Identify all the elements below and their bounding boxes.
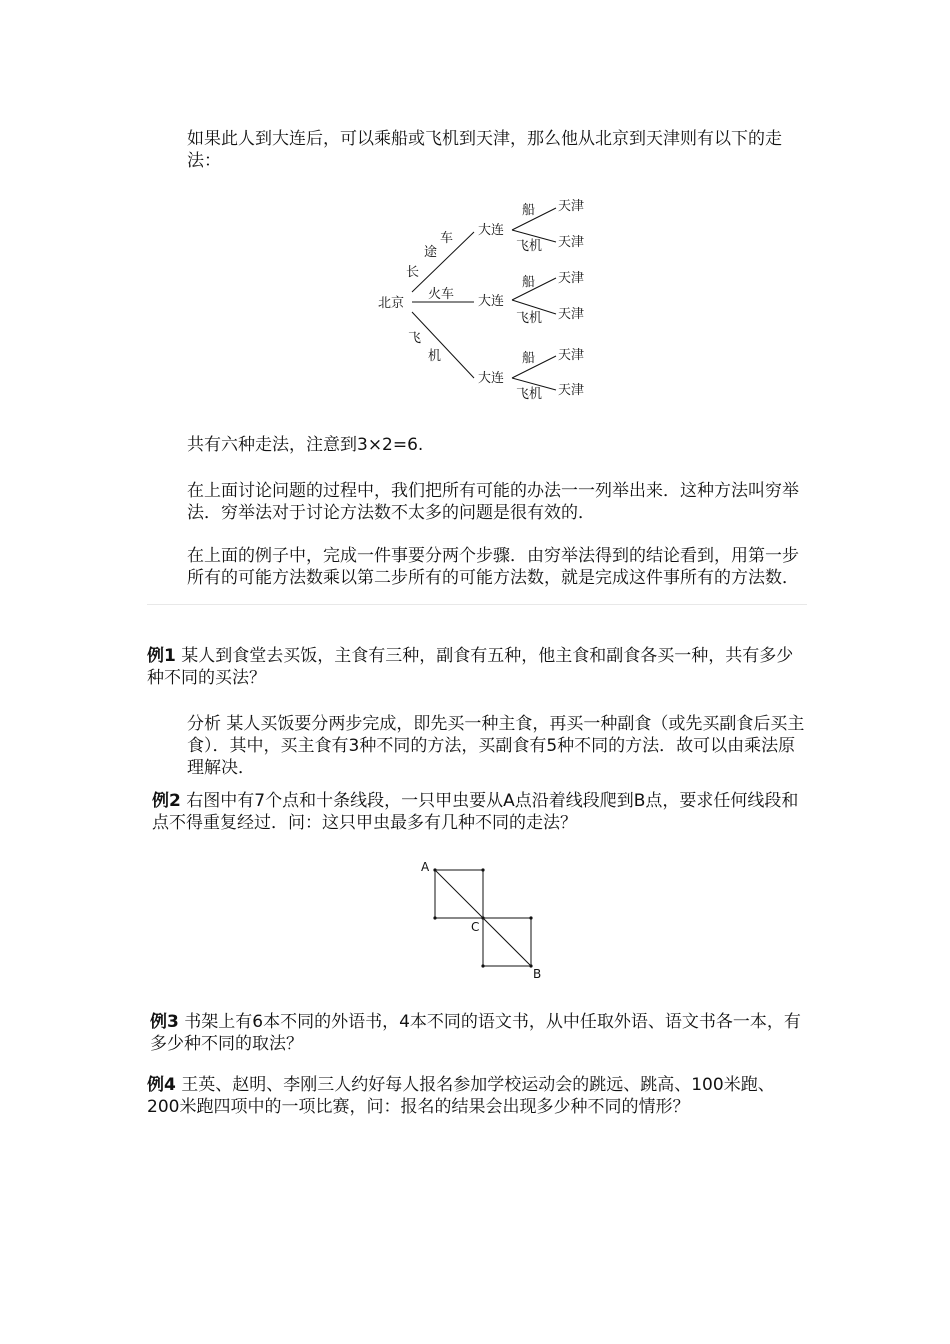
branch-plane-bot: 飞机 <box>516 387 543 402</box>
leaf-tianjin-4: 天津 <box>558 307 585 322</box>
count-paragraph <box>147 434 807 456</box>
node-dalian-top: 大连 <box>478 223 505 238</box>
example-3-text: 书架上有6本不同的外语书，4本不同的语文书，从中任取外语、语文书各一本，有多少种不同的取法？ <box>150 1012 801 1054</box>
count-text: 共有六种走法，注意到3×2=6. <box>187 435 424 455</box>
example-2-text: 右图中有7个点和十条线段，一只甲虫要从A点沿着线段爬到B点，要求任何线段和点不得重复经过．问：这只甲虫最多有几种不同的走法？ <box>152 791 799 833</box>
example-2-label: 例2 <box>152 791 181 811</box>
leaf-tianjin-5: 天津 <box>558 348 585 363</box>
branch-ship-bot: 船 <box>522 351 536 366</box>
example-1 <box>147 645 807 689</box>
analysis-paragraph <box>147 713 807 779</box>
branch-plane-mid: 飞机 <box>516 311 543 326</box>
beetle-path-figure <box>415 858 550 983</box>
leaf-tianjin-3: 天津 <box>558 271 585 286</box>
example-1-text: 某人到食堂去买饭，主食有三种，副食有五种，他主食和副食各买一种，共有多少种不同的买法？ <box>147 646 794 688</box>
point-c-label: C <box>471 920 480 934</box>
example-2 <box>152 790 807 834</box>
route-label-chang: 长 <box>406 265 420 280</box>
point-b-label: B <box>533 967 542 981</box>
branch-plane-top: 飞机 <box>516 239 543 254</box>
node-dalian-mid: 大连 <box>478 294 505 309</box>
example-3 <box>150 1011 807 1055</box>
node-beijing: 北京 <box>378 296 405 311</box>
example-4-label: 例4 <box>147 1075 176 1095</box>
branch-ship-top: 船 <box>522 203 536 218</box>
route-label-tu: 途 <box>424 245 438 260</box>
leaf-tianjin-2: 天津 <box>558 235 585 250</box>
route-label-ji: 机 <box>428 349 442 364</box>
conclusion-text: 在上面的例子中，完成一件事要分两个步骤．由穷举法得到的结论看到，用第一步所有的可能方法数乘以第二步所有的可能方法数，就是完成这件事所有的方法数． <box>187 546 799 588</box>
analysis-text: 分析 某人买饭要分两步完成，即先买一种主食，再买一种副食（或先买副食后买主食）．其中，买主食有3种不同的方法，买副食有5种不同的方法．故可以由乘法原理解决． <box>187 714 805 778</box>
example-4 <box>147 1074 807 1118</box>
intro-paragraph <box>147 128 807 172</box>
route-tree-diagram <box>370 192 610 404</box>
conclusion-paragraph <box>147 545 807 589</box>
point-a-label: A <box>421 860 430 874</box>
intro-text: 如果此人到大连后，可以乘船或飞机到天津，那么他从北京到天津则有以下的走法： <box>187 129 782 171</box>
branch-ship-mid: 船 <box>522 275 536 290</box>
route-label-huoche: 火车 <box>428 287 455 302</box>
route-label-che: 车 <box>440 231 454 246</box>
example-1-label: 例1 <box>147 646 176 666</box>
example-3-label: 例3 <box>150 1012 179 1032</box>
example-4-text: 王英、赵明、李刚三人约好每人报名参加学校运动会的跳远、跳高、100米跑、200米跑四项中的一项比赛，问：报名的结果会出现多少种不同的情形？ <box>147 1075 775 1117</box>
exhaustion-text: 在上面讨论问题的过程中，我们把所有可能的办法一一列举出来．这种方法叫穷举法．穷举法对于讨论方法数不太多的问题是很有效的． <box>187 481 799 523</box>
node-dalian-bot: 大连 <box>478 371 505 386</box>
route-label-fei: 飞 <box>408 331 422 346</box>
exhaustion-paragraph <box>147 480 807 524</box>
leaf-tianjin-1: 天津 <box>558 199 585 214</box>
divider <box>147 604 807 605</box>
leaf-tianjin-6: 天津 <box>558 383 585 398</box>
